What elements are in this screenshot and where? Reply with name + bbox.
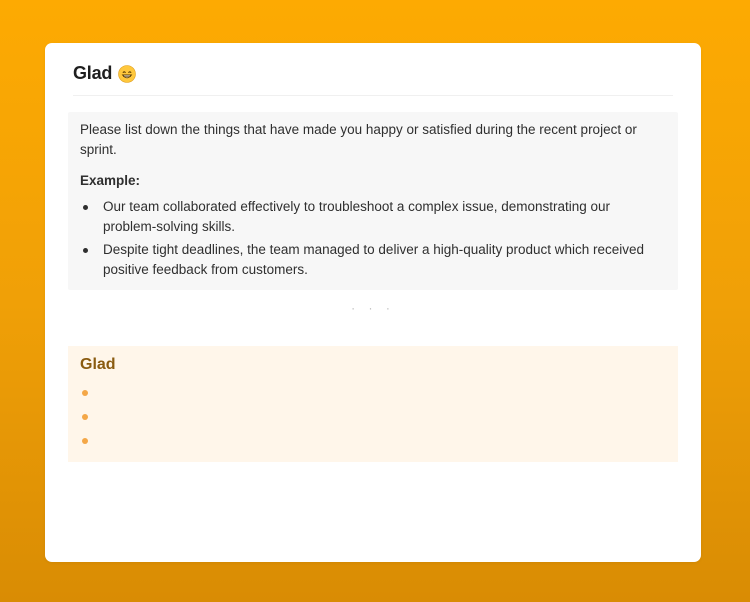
glad-list-item[interactable]: [80, 384, 666, 408]
example-label: Example:: [80, 173, 141, 188]
example-list: [80, 197, 666, 280]
bullet-icon: [83, 248, 88, 253]
glad-list: [80, 384, 666, 456]
glad-list-item[interactable]: [80, 408, 666, 432]
glad-list-item[interactable]: [80, 432, 666, 456]
title-divider: [73, 95, 673, 96]
page-title-text: Glad: [73, 63, 113, 83]
example-text: Our team collaborated effectively to troubleshoot a complex issue, demonstrating our problem-solving skills.: [103, 199, 611, 234]
grinning-face-icon: [118, 65, 136, 83]
bullet-icon: [83, 205, 88, 210]
list-item: [80, 197, 666, 237]
instructions-intro: Please list down the things that have made you happy or satisfied during the recent project or sprint.: [80, 122, 637, 157]
instructions-callout: [68, 112, 678, 290]
glad-section: [68, 346, 678, 462]
bullet-icon: [82, 438, 88, 444]
glad-heading: Glad: [80, 356, 116, 373]
template-card: [45, 43, 701, 562]
bullet-icon: [82, 414, 88, 420]
example-text: Despite tight deadlines, the team managed to deliver a high-quality product which received positive feedback from customers.: [103, 242, 645, 277]
bullet-icon: [82, 390, 88, 396]
section-divider: · · ·: [351, 301, 395, 315]
page-title: [73, 63, 136, 84]
list-item: [80, 240, 666, 280]
